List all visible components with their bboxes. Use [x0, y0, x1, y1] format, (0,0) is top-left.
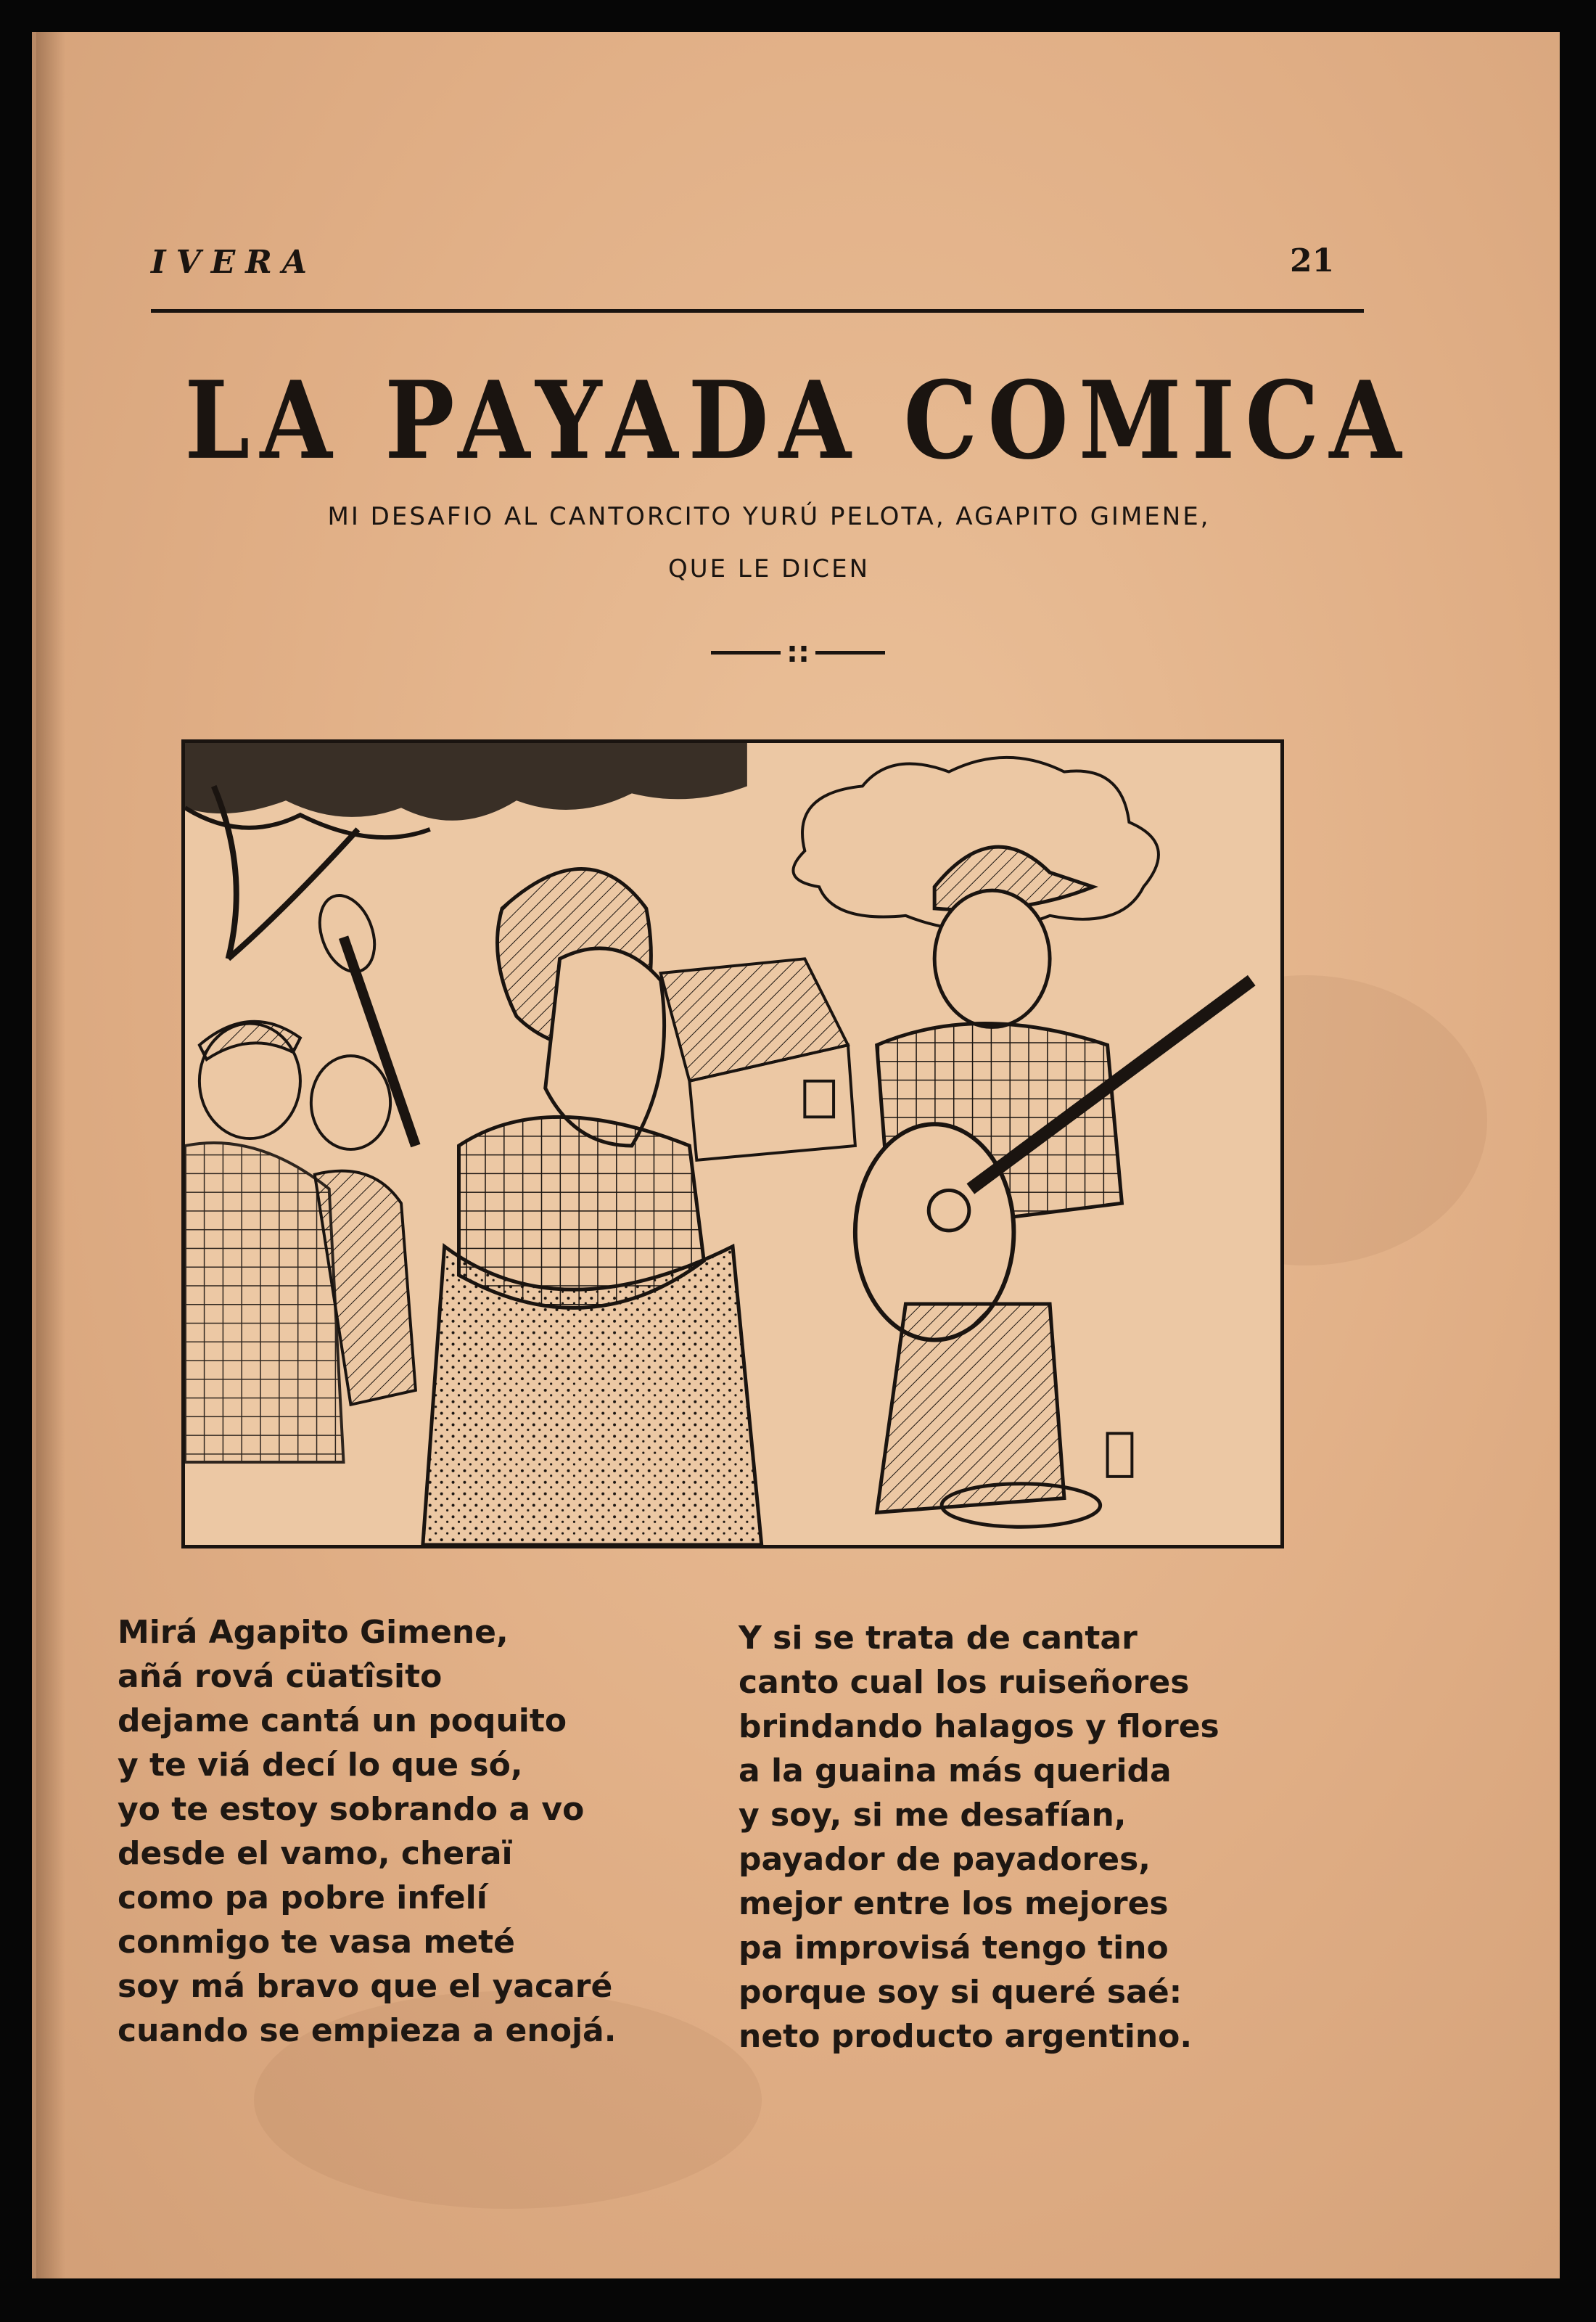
verse-line: pa improvisá tengo tino: [739, 1929, 1169, 1966]
verse-line: cuando se empieza a enojá.: [118, 2012, 617, 2049]
verse-line: mejor entre los mejores: [739, 1885, 1169, 1922]
header-rule: [151, 309, 1364, 313]
verse-line: yo te estoy sobrando a vo: [118, 1791, 585, 1828]
verse-line: desde el vamo, cheraï: [118, 1835, 513, 1872]
illustration-drawing: [185, 743, 1280, 1545]
verse-line: payador de payadores,: [739, 1841, 1151, 1878]
payada-illustration: [181, 739, 1284, 1548]
subtitle-line-1: MI DESAFIO AL CANTORCITO YURÚ PELOTA, AGAPITO GIMENE,: [327, 502, 1211, 531]
guitarist-right: [855, 847, 1251, 1527]
verse-right: [739, 1616, 1319, 2059]
divider-mark: ::: [786, 636, 810, 669]
verse-line: como pa pobre infelí: [118, 1879, 488, 1916]
tree-foliage: [185, 743, 747, 837]
article-title: LA PAYADA COMICA: [184, 358, 1412, 484]
verse-line: soy má bravo que el yacaré: [118, 1968, 613, 2005]
divider-bar: [815, 651, 885, 655]
verse-line: añá rová cüatîsito: [118, 1658, 443, 1695]
verse-line: brindando halagos y flores: [739, 1708, 1219, 1745]
verse-line: a la guaina más querida: [739, 1752, 1172, 1789]
verse-line: y soy, si me desafían,: [739, 1797, 1127, 1834]
verse-line: Mirá Agapito Gimene,: [118, 1614, 509, 1651]
divider-bar: [711, 651, 781, 655]
verse-left: [118, 1610, 712, 2053]
onlookers-left: [185, 1022, 416, 1462]
verse-line: porque soy si queré saé:: [739, 1974, 1182, 2011]
verse-line: canto cual los ruiseñores: [739, 1664, 1190, 1701]
verse-line: neto producto argentino.: [739, 2018, 1193, 2055]
article-subtitle: [218, 491, 1320, 595]
magazine-page: [32, 32, 1560, 2278]
section-divider: [36, 634, 1560, 669]
verse-line: conmigo te vasa meté: [118, 1924, 515, 1961]
verse-line: Y si se trata de cantar: [739, 1620, 1138, 1657]
guitar-head-left: [310, 888, 384, 980]
verse-line: y te viá decí lo que só,: [118, 1747, 523, 1784]
running-header: IVERA: [151, 244, 317, 281]
rancho-house: [661, 959, 855, 1160]
verse-line: dejame cantá un poquito: [118, 1702, 567, 1739]
guitar-neck-left: [344, 938, 416, 1146]
subtitle-line-2: QUE LE DICEN: [667, 554, 871, 583]
page-number: 21: [1290, 242, 1335, 279]
